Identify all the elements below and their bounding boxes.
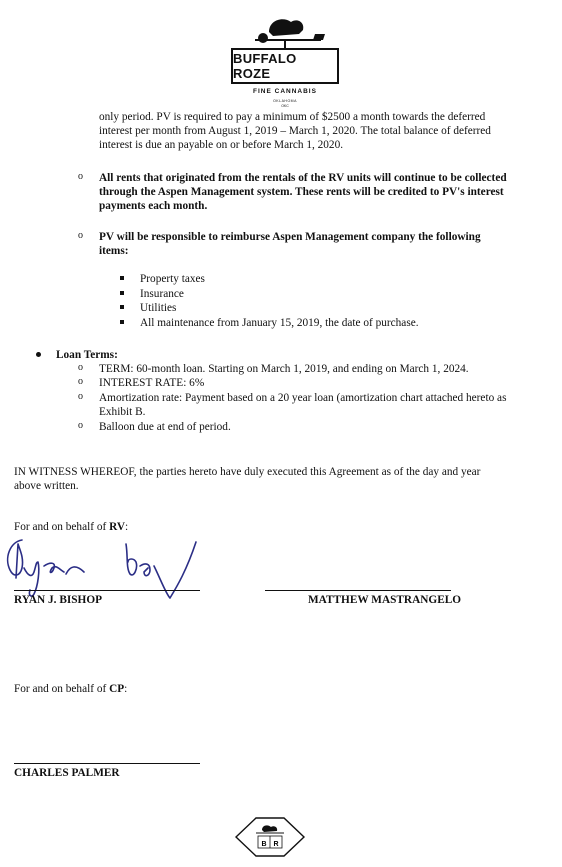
reimburse-list-item: Property taxes	[140, 273, 205, 285]
text-line: above written.	[14, 480, 79, 492]
witness-clause	[14, 465, 480, 493]
deferred-interest-paragraph	[99, 110, 491, 152]
logo-wordmark-box	[231, 48, 339, 84]
circle-bullet: o	[78, 171, 83, 182]
reimburse-item	[99, 230, 481, 258]
loan-term-item: TERM: 60-month loan. Starting on March 1, 2019, and ending on March 1, 2024.	[99, 363, 469, 375]
logo-est: OKC	[281, 104, 289, 108]
loan-amortization-item	[99, 391, 506, 419]
reimburse-list-item: All maintenance from January 15, 2019, the date of purchase.	[140, 317, 419, 329]
ryan-bishop-signature	[0, 528, 230, 603]
circle-bullet: o	[78, 420, 83, 431]
text-line: through the Aspen Management system. These rents will be credited to PV's interest	[99, 186, 504, 198]
colon: :	[124, 521, 129, 533]
logo-tagline: FINE CANNABIS	[253, 88, 317, 95]
text-line: All rents that originated from the rentals of the RV units will continue to be collected	[99, 172, 507, 184]
signature-line	[14, 763, 200, 764]
signer-name-ryan: RYAN J. BISHOP	[14, 594, 103, 606]
text-line: payments each month.	[99, 200, 208, 212]
square-bullet	[120, 276, 124, 280]
behalf-text: For and on behalf of	[14, 683, 110, 695]
text-line: PV will be responsible to reimburse Aspen Management company the following	[99, 231, 481, 243]
text-line: only period. PV is required to pay a minimum of $2500 a month towards the deferred	[99, 111, 486, 123]
behalf-text: For and on behalf of	[14, 521, 110, 533]
reimburse-list-item: Utilities	[140, 302, 177, 314]
signer-name-matthew: MATTHEW MASTRANGELO	[308, 594, 462, 606]
buffalo-roze-logo	[225, 12, 345, 110]
party-name: RV	[109, 521, 125, 533]
logo-brand-text: BUFFALO ROZE	[233, 51, 297, 81]
square-bullet	[120, 320, 124, 324]
loan-interest-item: INTEREST RATE: 6%	[99, 377, 205, 389]
circle-bullet: o	[78, 376, 83, 387]
party-name: CP	[109, 683, 125, 695]
colon: :	[124, 683, 128, 695]
text-line: interest is due an payable on or before March 1, 2020.	[99, 139, 344, 151]
loan-balloon-item: Balloon due at end of period.	[99, 421, 231, 433]
square-bullet	[120, 305, 124, 309]
text-line: items:	[99, 245, 129, 257]
buffalo-weathervane-icon	[225, 12, 345, 52]
signature-line	[14, 590, 200, 591]
logo-location: OKLAHOMA	[273, 99, 297, 103]
text-line: Exhibit B.	[99, 406, 146, 418]
circle-bullet: o	[78, 391, 83, 402]
loan-terms-heading: Loan Terms:	[56, 349, 118, 361]
br-diamond-emblem-icon	[234, 816, 306, 858]
text-line: interest per month from August 1, 2019 – March 1, 2020. The total balance of deferred	[99, 125, 491, 137]
square-bullet	[120, 291, 124, 295]
text-line: Amortization rate: Payment based on a 20 year loan (amortization chart attached hereto as	[99, 392, 507, 404]
signer-name-charles: CHARLES PALMER	[14, 767, 120, 779]
cp-behalf-label	[14, 682, 127, 696]
circle-bullet: o	[78, 230, 83, 241]
text-line: IN WITNESS WHEREOF, the parties hereto have duly executed this Agreement as of the day and year	[14, 466, 481, 478]
disc-bullet	[36, 352, 41, 357]
signature-line	[265, 590, 451, 591]
emblem-letter: R	[273, 841, 279, 848]
rent-collection-item	[99, 171, 507, 213]
circle-bullet: o	[78, 362, 83, 373]
emblem-letter: B	[261, 841, 267, 848]
reimburse-list-item: Insurance	[140, 288, 184, 300]
